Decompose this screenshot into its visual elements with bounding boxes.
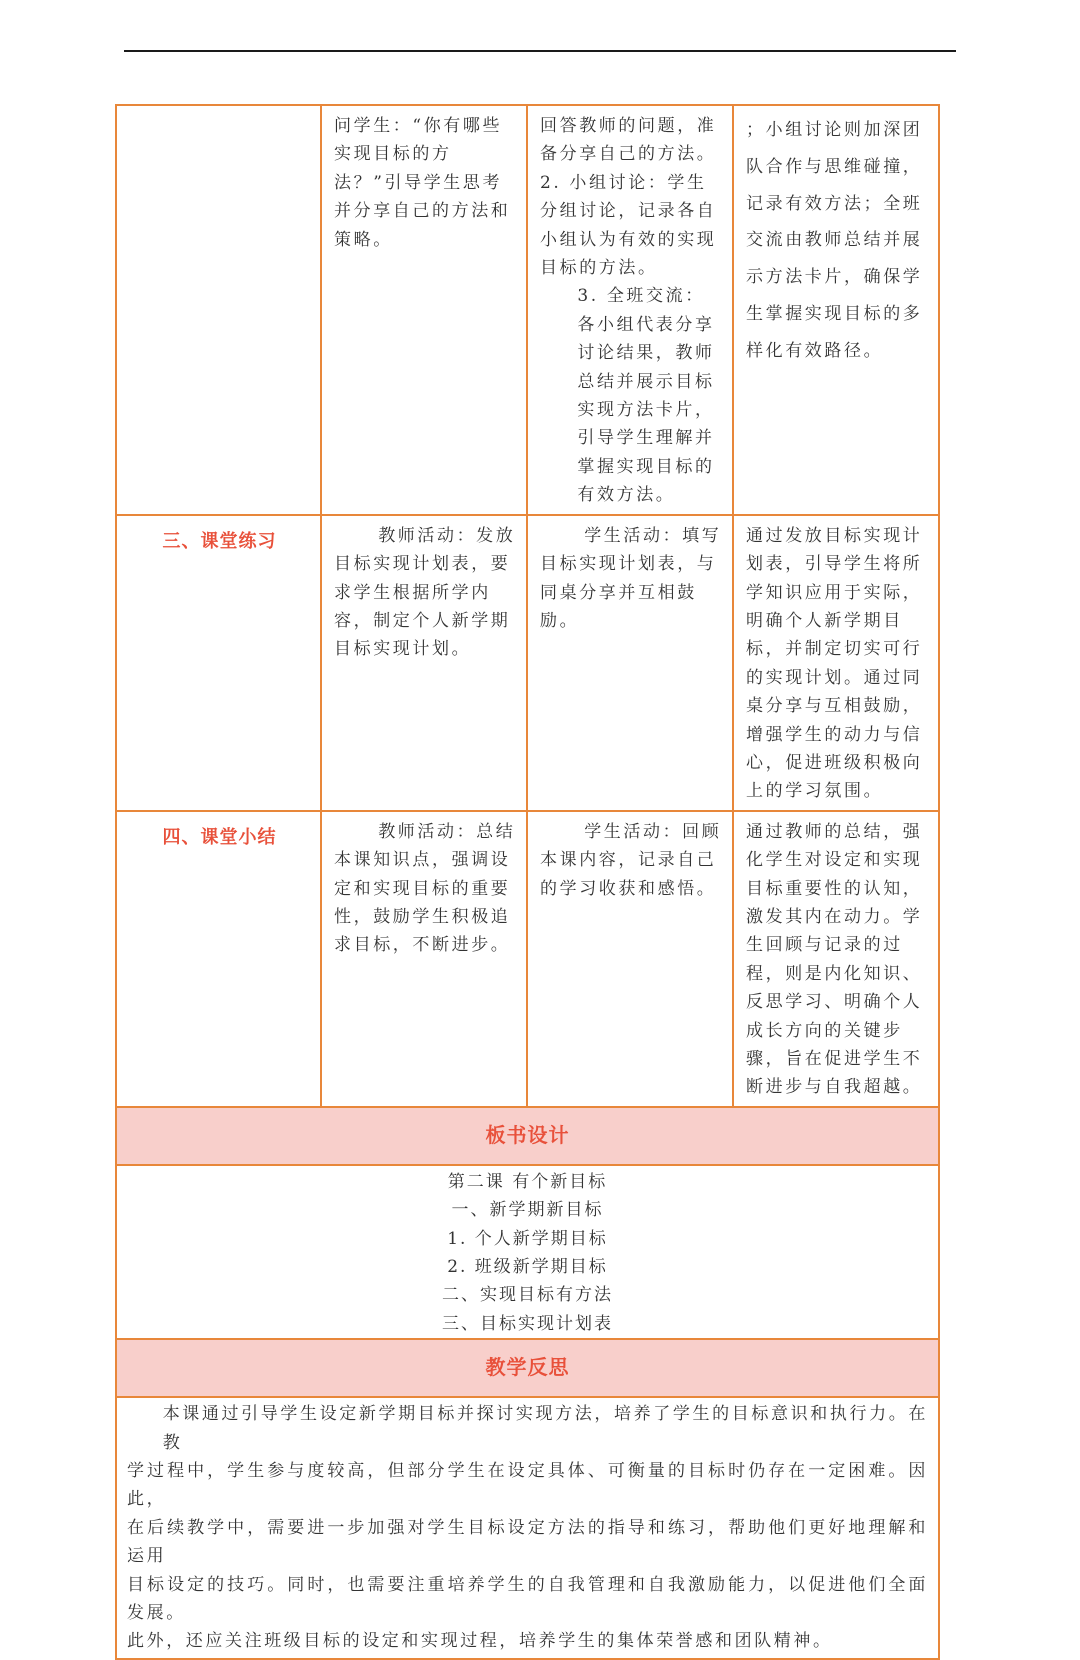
teacher-activity-text: 教师活动：总结本课知识点，强调设定和实现目标的重要性，鼓励学生积极追求目标，不断进步。 (334, 821, 516, 956)
section-cell (116, 515, 321, 811)
teacher-activity-cell (321, 515, 527, 811)
board-design-banner (116, 1107, 939, 1165)
reflection-line: 在后续教学中，需要进一步加强对学生目标设定方法的指导和练习，帮助他们更好地理解和运用 (127, 1517, 928, 1567)
reflection-line: 目标设定的技巧。同时，也需要注重培养学生的自我管理和自我激励能力，以促进他们全面发展。 (127, 1574, 928, 1623)
table-row (116, 515, 939, 811)
section-title: 四、课堂小结 (162, 826, 277, 848)
student-activity-text: 学生活动：回顾本课内容，记录自己的学习收获和感悟。 (540, 821, 722, 899)
header-rule (124, 50, 956, 52)
evaluation-text: 通过教师的总结，强化学生对设定和实现目标重要性的认知，激发其内在动力。学生回顾与记录的过程，则是内化知识、反思学习、明确个人成长方向的关键步骤，旨在促进学生不断进步与自我超越。 (746, 821, 923, 1098)
evaluation-cell (733, 515, 939, 811)
evaluation-cell (733, 811, 939, 1107)
student-activity-text: 学生活动：填写目标实现计划表，与同桌分享并互相鼓励。 (540, 525, 722, 631)
board-design-content-row (116, 1165, 939, 1339)
table-row (116, 105, 939, 515)
reflection-line: 此外，还应关注班级目标的设定和实现过程，培养学生的集体荣誉感和团队精神。 (127, 1631, 833, 1652)
evaluation-cell (733, 105, 939, 515)
teacher-activity-cell (321, 105, 527, 515)
section-cell (116, 105, 321, 515)
student-activity-cell (527, 105, 733, 515)
board-design-heading: 板书设计 (485, 1122, 570, 1147)
teacher-activity-text: 教师活动：发放目标实现计划表，要求学生根据所学内容，制定个人新学期目标实现计划。 (334, 525, 516, 660)
reflection-content-row (116, 1397, 939, 1659)
section-cell (116, 811, 321, 1107)
teacher-activity-cell (321, 811, 527, 1107)
student-activity-text: 2. 小组讨论：学生分组讨论，记录各自小组认为有效的实现目标的方法。 (540, 172, 717, 279)
evaluation-text: ；小组讨论则加深团队合作与思维碰撞，记录有效方法；全班交流由教师总结并展示方法卡片，确保学生掌握实现目标的多样化有效路径。 (746, 120, 923, 361)
reflection-line: 本课通过引导学生设定新学期目标并探讨实现方法，培养了学生的目标意识和执行力。在教 (162, 1404, 928, 1453)
student-activity-text: 3. 全班交流：各小组代表分享讨论结果，教师总结并展示目标实现方法卡片，引导学生理解并掌握实现目标的有效方法。 (577, 286, 715, 506)
board-line: 1. 个人新学期目标 (447, 1228, 608, 1249)
reflection-heading-row (116, 1339, 939, 1397)
student-activity-text: 回答教师的问题，准备分享自己的方法。 (540, 116, 717, 165)
evaluation-text: 通过发放目标实现计划表，引导学生将所学知识应用于实际，明确个人新学期目标，并制定切实可行的实现计划。通过同桌分享与互相鼓励，增强学生的动力与信心，促进班级积极向上的学习氛围。 (746, 525, 923, 802)
board-line: 三、目标实现计划表 (442, 1313, 613, 1334)
board-line: 一、新学期新目标 (451, 1200, 604, 1221)
teacher-activity-text: 问学生：“你有哪些实现目标的方法？”引导学生思考并分享自己的方法和策略。 (334, 116, 511, 250)
section-title: 三、课堂练习 (162, 530, 277, 552)
reflection-banner (116, 1339, 939, 1397)
board-design-heading-row (116, 1107, 939, 1165)
board-line: 2. 班级新学期目标 (447, 1256, 608, 1277)
student-activity-cell (527, 811, 733, 1107)
student-activity-cell (527, 515, 733, 811)
board-line: 第二课 有个新目标 (447, 1171, 608, 1192)
board-line: 二、实现目标有方法 (442, 1285, 613, 1306)
board-design-cell (116, 1165, 939, 1339)
reflection-heading: 教学反思 (485, 1354, 570, 1379)
lesson-plan-table (115, 104, 940, 1660)
reflection-cell (116, 1397, 939, 1659)
table-row (116, 811, 939, 1107)
reflection-line: 学过程中，学生参与度较高，但部分学生在设定具体、可衡量的目标时仍存在一定困难。因此， (127, 1460, 928, 1510)
